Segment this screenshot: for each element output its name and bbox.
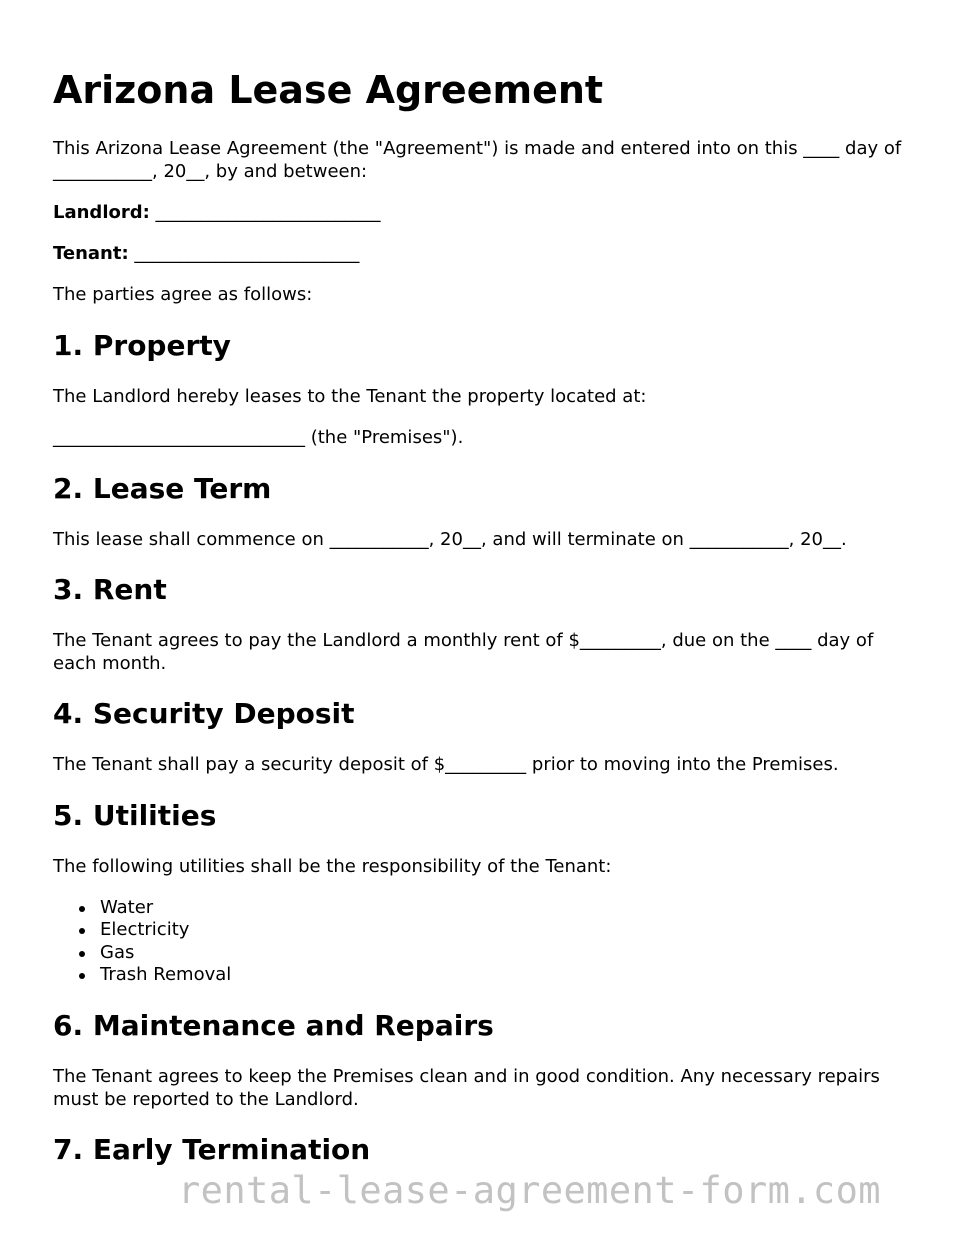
section-heading-property: 1. Property	[53, 329, 231, 362]
landlord-label: Landlord:	[53, 202, 150, 223]
utility-item-label: Water	[100, 897, 154, 918]
parties-paragraph: The parties agree as follows:	[53, 284, 313, 305]
utility-item-label: Electricity	[100, 919, 190, 941]
landlord-line	[53, 202, 903, 225]
premises-address-line: ____________________________ (the "Premises").	[53, 427, 464, 448]
utilities-list	[53, 897, 231, 986]
rent-paragraph: The Tenant agrees to pay the Landlord a monthly rent of $_________, due on the ____ day of each month.	[53, 630, 874, 674]
section-heading-rent: 3. Rent	[53, 573, 167, 606]
utility-item-label: Gas	[100, 941, 135, 963]
section-heading-security-deposit: 4. Security Deposit	[53, 697, 355, 730]
list-item	[53, 897, 231, 919]
tenant-label: Tenant:	[53, 243, 129, 264]
section-heading-utilities: 5. Utilities	[53, 799, 217, 832]
list-item	[53, 942, 231, 964]
tenant-line	[53, 243, 903, 266]
bullet-icon	[79, 906, 85, 912]
utilities-paragraph: The following utilities shall be the responsibility of the Tenant:	[53, 856, 612, 877]
tenant-blank: _________________________	[134, 243, 360, 264]
bullet-icon	[79, 928, 85, 934]
bullet-icon	[79, 951, 85, 957]
landlord-blank: _________________________	[155, 202, 381, 223]
document-title: Arizona Lease Agreement	[53, 68, 604, 112]
section-heading-maintenance: 6. Maintenance and Repairs	[53, 1009, 494, 1042]
security-deposit-paragraph: The Tenant shall pay a security deposit of $_________ prior to moving into the Premises.	[53, 754, 839, 775]
maintenance-paragraph: The Tenant agrees to keep the Premises clean and in good condition. Any necessary repairs must be reported to the Landlord.	[53, 1066, 880, 1110]
intro-paragraph: This Arizona Lease Agreement (the "Agreement") is made and entered into on this ____ day of ___________, 20__, by and between:	[53, 138, 902, 182]
bullet-icon	[79, 973, 85, 979]
property-paragraph: The Landlord hereby leases to the Tenant the property located at:	[53, 386, 647, 407]
section-heading-lease-term: 2. Lease Term	[53, 472, 272, 505]
section-heading-early-termination: 7. Early Termination	[53, 1133, 371, 1166]
site-watermark: rental-lease-agreement-form.com	[178, 1169, 881, 1212]
lease-term-paragraph: This lease shall commence on ___________, 20__, and will terminate on ___________, 20__.	[53, 529, 847, 550]
list-item	[53, 919, 231, 941]
list-item	[53, 964, 231, 986]
utility-item-label: Trash Removal	[100, 963, 232, 985]
